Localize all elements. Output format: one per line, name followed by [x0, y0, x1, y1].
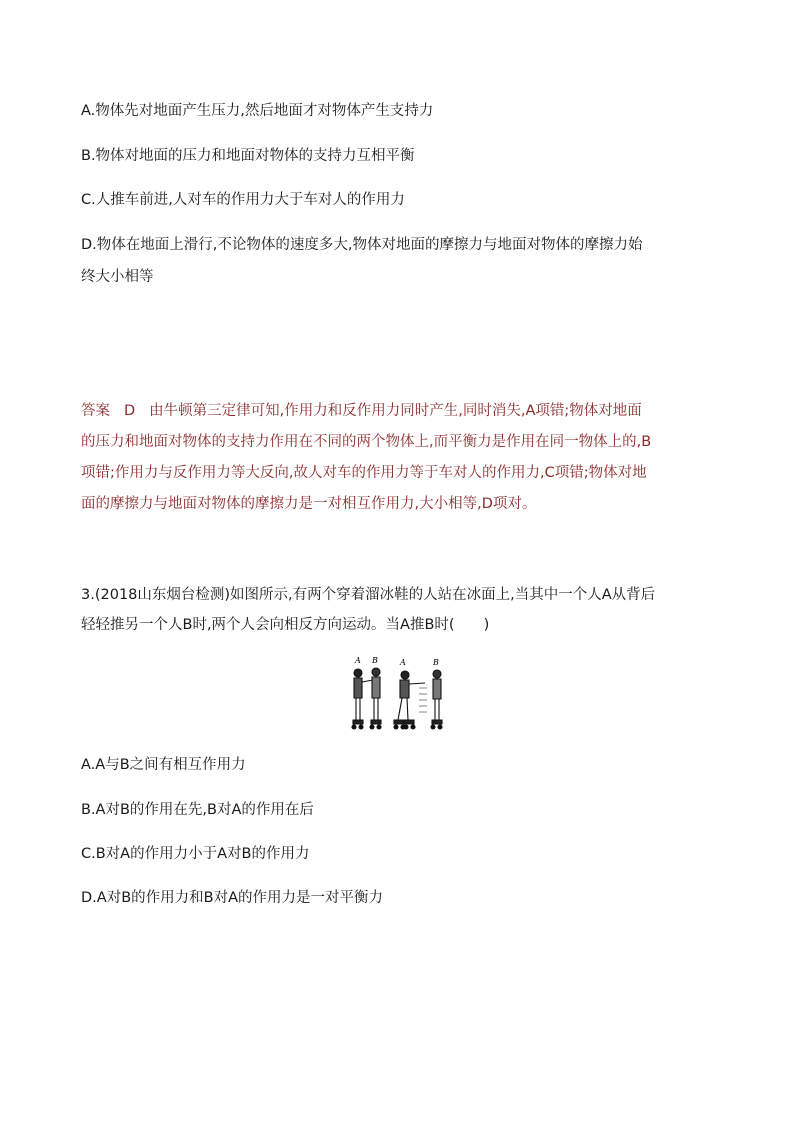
q3-option-b: B.A对B的作用在先,B对A的作用在后	[81, 802, 314, 818]
answer-line-4: 面的摩擦力与地面对物体的摩擦力是一对相互作用力,大小相等,D项对。	[81, 496, 537, 512]
answer-text: 由牛顿第三定律可知,作用力和反作用力同时产生,同时消失,A项错;物体对地面	[149, 403, 642, 419]
q2-option-d-continued: 终大小相等	[81, 269, 154, 285]
figure-label-a2: A	[400, 658, 406, 667]
q3-option-c: C.B对A的作用力小于A对B的作用力	[81, 846, 310, 862]
q3-stem-line-1: 3.(2018山东烟台检测)如图所示,有两个穿着溜冰鞋的人站在冰面上,当其中一个人A从背后	[81, 587, 656, 603]
answer-label: 答案	[81, 403, 110, 419]
q2-option-c: C.人推车前进,人对车的作用力大于车对人的作用力	[81, 192, 405, 208]
answer-line-2: 的压力和地面对物体的支持力作用在不同的两个物体上,而平衡力是作用在同一物体上的,B	[81, 434, 652, 450]
q3-stem-line-2: 轻轻推另一个人B时,两个人会向相反方向运动。当A推B时( )	[81, 617, 490, 633]
answer-choice: D	[124, 403, 136, 419]
skater-pair-before	[352, 668, 381, 729]
q3-option-d: D.A对B的作用力和B对A的作用力是一对平衡力	[81, 890, 384, 906]
figure-label-b2: B	[433, 658, 439, 667]
skater-pair-after	[394, 670, 442, 729]
skaters-figure	[345, 654, 457, 736]
answer-line-3: 项错;作用力与反作用力等大反向,故人对车的作用力等于车对人的作用力,C项错;物体对地	[81, 465, 647, 481]
answer-line-1	[81, 401, 642, 421]
q2-option-a: A.物体先对地面产生压力,然后地面才对物体产生支持力	[81, 103, 434, 119]
q2-option-d: D.物体在地面上滑行,不论物体的速度多大,物体对地面的摩擦力与地面对物体的摩擦力始	[81, 237, 643, 253]
q2-option-b: B.物体对地面的压力和地面对物体的支持力互相平衡	[81, 148, 415, 164]
figure-label-b1: B	[372, 656, 378, 665]
figure-label-a1: A	[355, 656, 361, 665]
q3-option-a: A.A与B之间有相互作用力	[81, 757, 246, 773]
